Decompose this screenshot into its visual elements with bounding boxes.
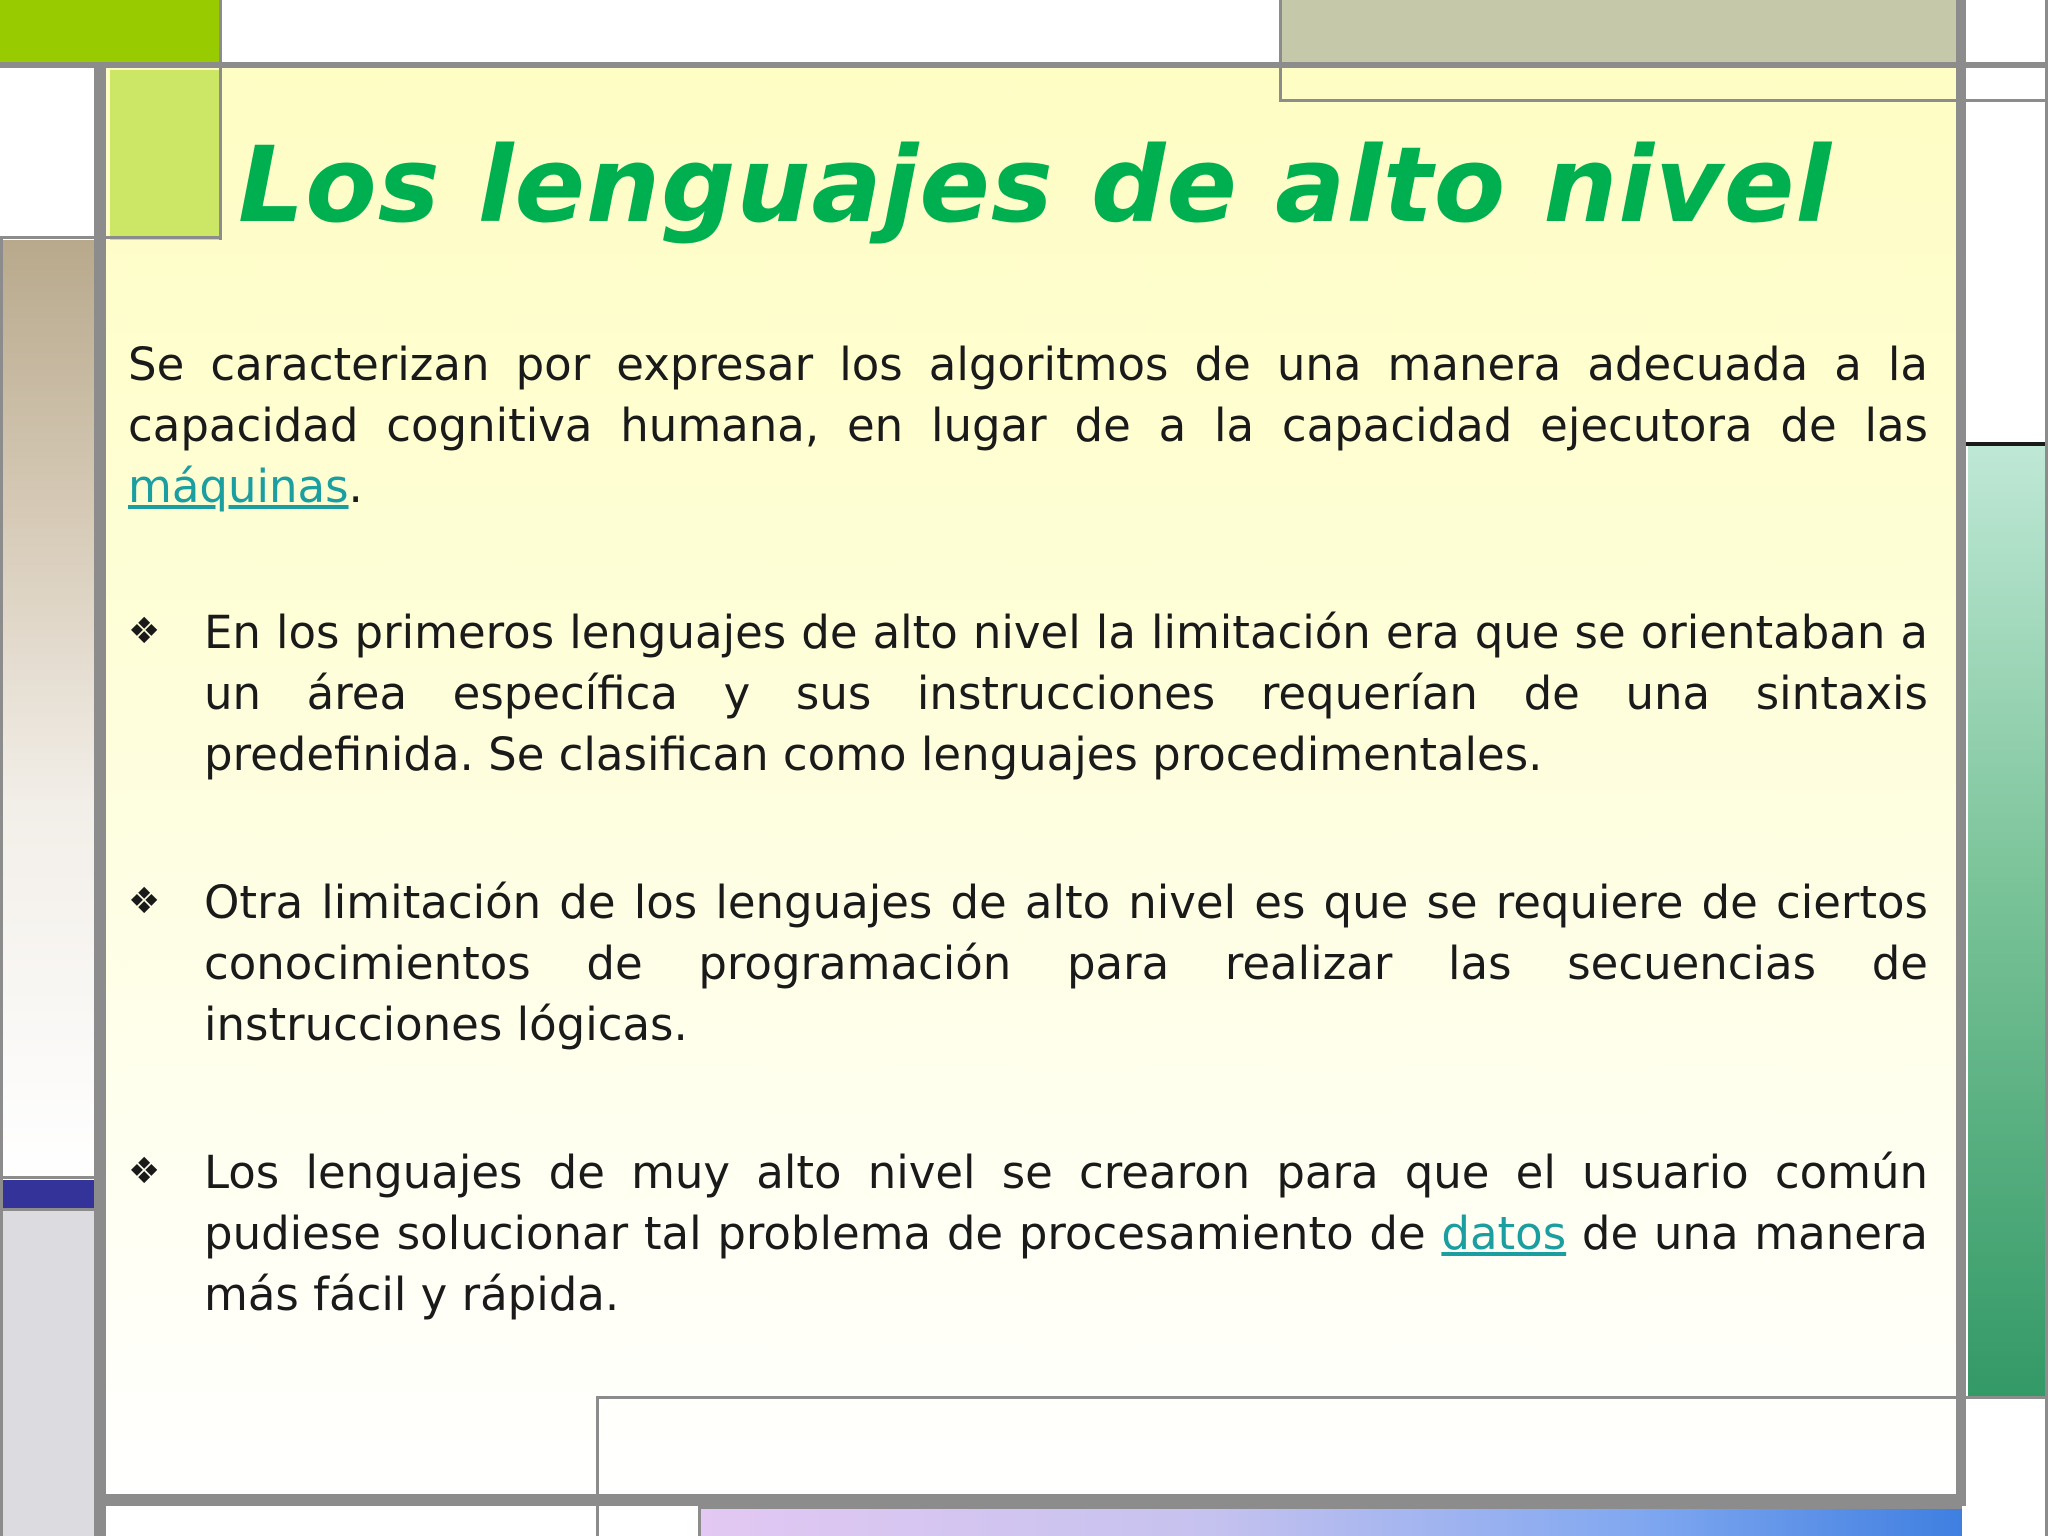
gray-accent-block [0, 1210, 96, 1536]
frame-line-top [0, 62, 2048, 68]
frame-line [698, 1506, 701, 1536]
bullet-text-end: de una manera más fácil y rápida. [204, 1207, 1928, 1321]
frame-line-bottom [94, 1494, 1966, 1506]
frame-line [1966, 1396, 2048, 1399]
green-gradient-bar [1968, 445, 2048, 1397]
diamond-bullet-icon: ❖ [128, 1151, 161, 1192]
tan-gradient-bar [0, 240, 96, 1180]
frame-line [596, 1396, 599, 1536]
bullet-text-content: En los primeros lenguajes de alto nivel la limitación era que se orientaban a un área específica y sus instrucciones requerían de una sintaxis predefinida. Se clasifican como lenguajes procedimentales. [204, 606, 1928, 781]
frame-line [0, 1176, 96, 1179]
diamond-bullet-icon: ❖ [128, 611, 161, 652]
diamond-bullet-icon: ❖ [128, 881, 161, 922]
bullet-text [204, 602, 1928, 785]
bullet-text [204, 872, 1928, 1055]
frame-line [698, 1506, 1962, 1509]
intro-paragraph [128, 334, 1928, 517]
datos-link[interactable]: datos [1441, 1207, 1567, 1260]
black-divider [1962, 442, 2048, 446]
intro-text-end: . [348, 460, 363, 513]
blue-accent-strip [0, 1180, 96, 1208]
green-corner-block [0, 0, 222, 66]
maquinas-link[interactable]: máquinas [128, 460, 349, 513]
frame-line [1279, 99, 2048, 102]
bullet-text-content: Los lenguajes de muy alto nivel se crearon para que el usuario común pudiese solucionar tal problema de procesamiento de [204, 1146, 1928, 1260]
frame-line [1279, 0, 1282, 102]
frame-line [0, 236, 3, 1536]
bullet-text [204, 1142, 1928, 1325]
slide-title: Los lenguajes de alto nivel [237, 124, 1833, 246]
frame-line [0, 1208, 96, 1211]
bullet-text-content: Otra limitación de los lenguajes de alto nivel es que se requiere de ciertos conocimientos de programación para realizar las secuencias de instrucciones lógicas. [204, 876, 1928, 1051]
olive-accent-block [1282, 0, 1960, 66]
bottom-gradient-bar [700, 1508, 1962, 1536]
frame-line [596, 1396, 1962, 1399]
intro-text: Se caracterizan por expresar los algoritmos de una manera adecuada a la capacidad cognitiva humana, en lugar de a la capacidad ejecutora de las [128, 338, 1928, 452]
frame-line-left [94, 66, 106, 1536]
